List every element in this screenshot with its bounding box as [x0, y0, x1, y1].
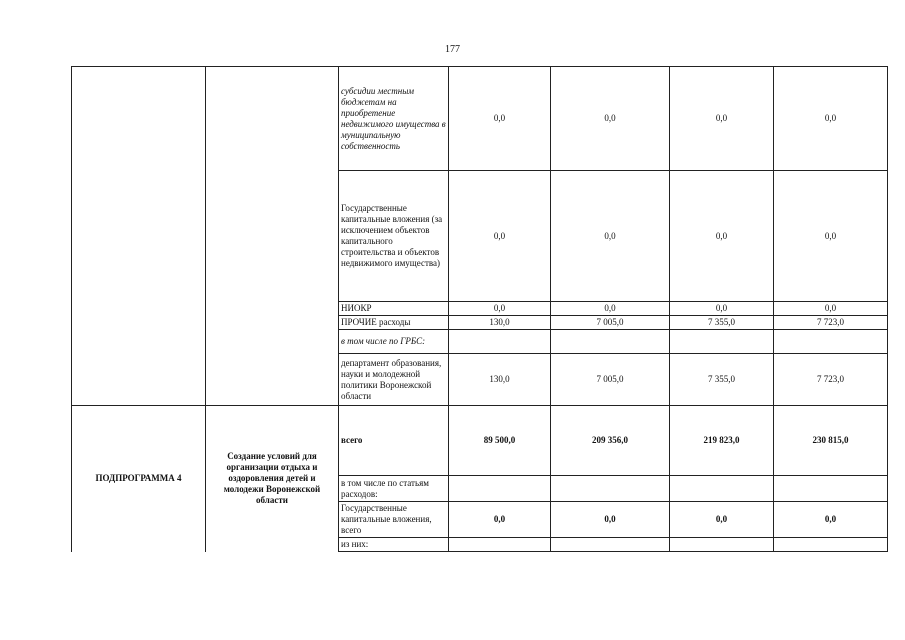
value-cell: 7 005,0: [551, 316, 670, 330]
row-label: в том числе по ГРБС:: [339, 330, 449, 354]
value-cell: 0,0: [449, 502, 551, 538]
table-row: [72, 406, 888, 476]
value-cell: 0,0: [670, 302, 774, 316]
row-label: субсидии местным бюджетам на приобретение недвижимого имущества в муниципальную собственность: [339, 67, 449, 171]
value-cell: 0,0: [774, 502, 888, 538]
row-label: в том числе по статьям расходов:: [339, 476, 449, 502]
value-cell: 0,0: [551, 67, 670, 171]
page-number: 177: [445, 44, 460, 55]
value-cell-empty: [774, 476, 888, 502]
value-cell: 0,0: [551, 171, 670, 302]
subprogram-name: Создание условий для организации отдыха и оздоровления детей и молодежи Воронежской области: [206, 406, 339, 552]
row-label: из них:: [339, 538, 449, 552]
value-cell-empty: [670, 476, 774, 502]
row-label: Государственные капитальные вложения, всего: [339, 502, 449, 538]
value-cell: 0,0: [449, 67, 551, 171]
value-cell: 230 815,0: [774, 406, 888, 476]
table-row: [72, 67, 888, 171]
value-cell-empty: [774, 538, 888, 552]
row-label: ПРОЧИЕ расходы: [339, 316, 449, 330]
value-cell-empty: [449, 476, 551, 502]
value-cell: 0,0: [449, 302, 551, 316]
value-cell: 130,0: [449, 354, 551, 406]
program-cell-empty: [72, 67, 206, 406]
row-label: НИОКР: [339, 302, 449, 316]
value-cell: 89 500,0: [449, 406, 551, 476]
value-cell: 7 005,0: [551, 354, 670, 406]
value-cell-empty: [670, 330, 774, 354]
budget-table: [71, 66, 888, 552]
value-cell-empty: [774, 330, 888, 354]
value-cell-empty: [551, 538, 670, 552]
value-cell-empty: [670, 538, 774, 552]
name-cell-empty: [206, 67, 339, 406]
value-cell: 0,0: [774, 67, 888, 171]
value-cell: 7 723,0: [774, 316, 888, 330]
value-cell: 0,0: [670, 171, 774, 302]
row-label: всего: [339, 406, 449, 476]
value-cell: 219 823,0: [670, 406, 774, 476]
value-cell: 0,0: [449, 171, 551, 302]
value-cell-empty: [449, 538, 551, 552]
value-cell: 0,0: [551, 502, 670, 538]
value-cell: 209 356,0: [551, 406, 670, 476]
value-cell: 0,0: [670, 502, 774, 538]
value-cell: 7 723,0: [774, 354, 888, 406]
value-cell: 130,0: [449, 316, 551, 330]
value-cell: 0,0: [774, 171, 888, 302]
program-cell: ПОДПРОГРАММА 4: [72, 406, 206, 552]
row-label: департамент образования, науки и молодежной политики Воронежской области: [339, 354, 449, 406]
value-cell-empty: [551, 476, 670, 502]
row-label: Государственные капитальные вложения (за исключением объектов капитального строительства и объектов недвижимого имущества): [339, 171, 449, 302]
value-cell: 7 355,0: [670, 354, 774, 406]
value-cell: 0,0: [551, 302, 670, 316]
value-cell: 7 355,0: [670, 316, 774, 330]
value-cell-empty: [551, 330, 670, 354]
value-cell-empty: [449, 330, 551, 354]
value-cell: 0,0: [670, 67, 774, 171]
value-cell: 0,0: [774, 302, 888, 316]
